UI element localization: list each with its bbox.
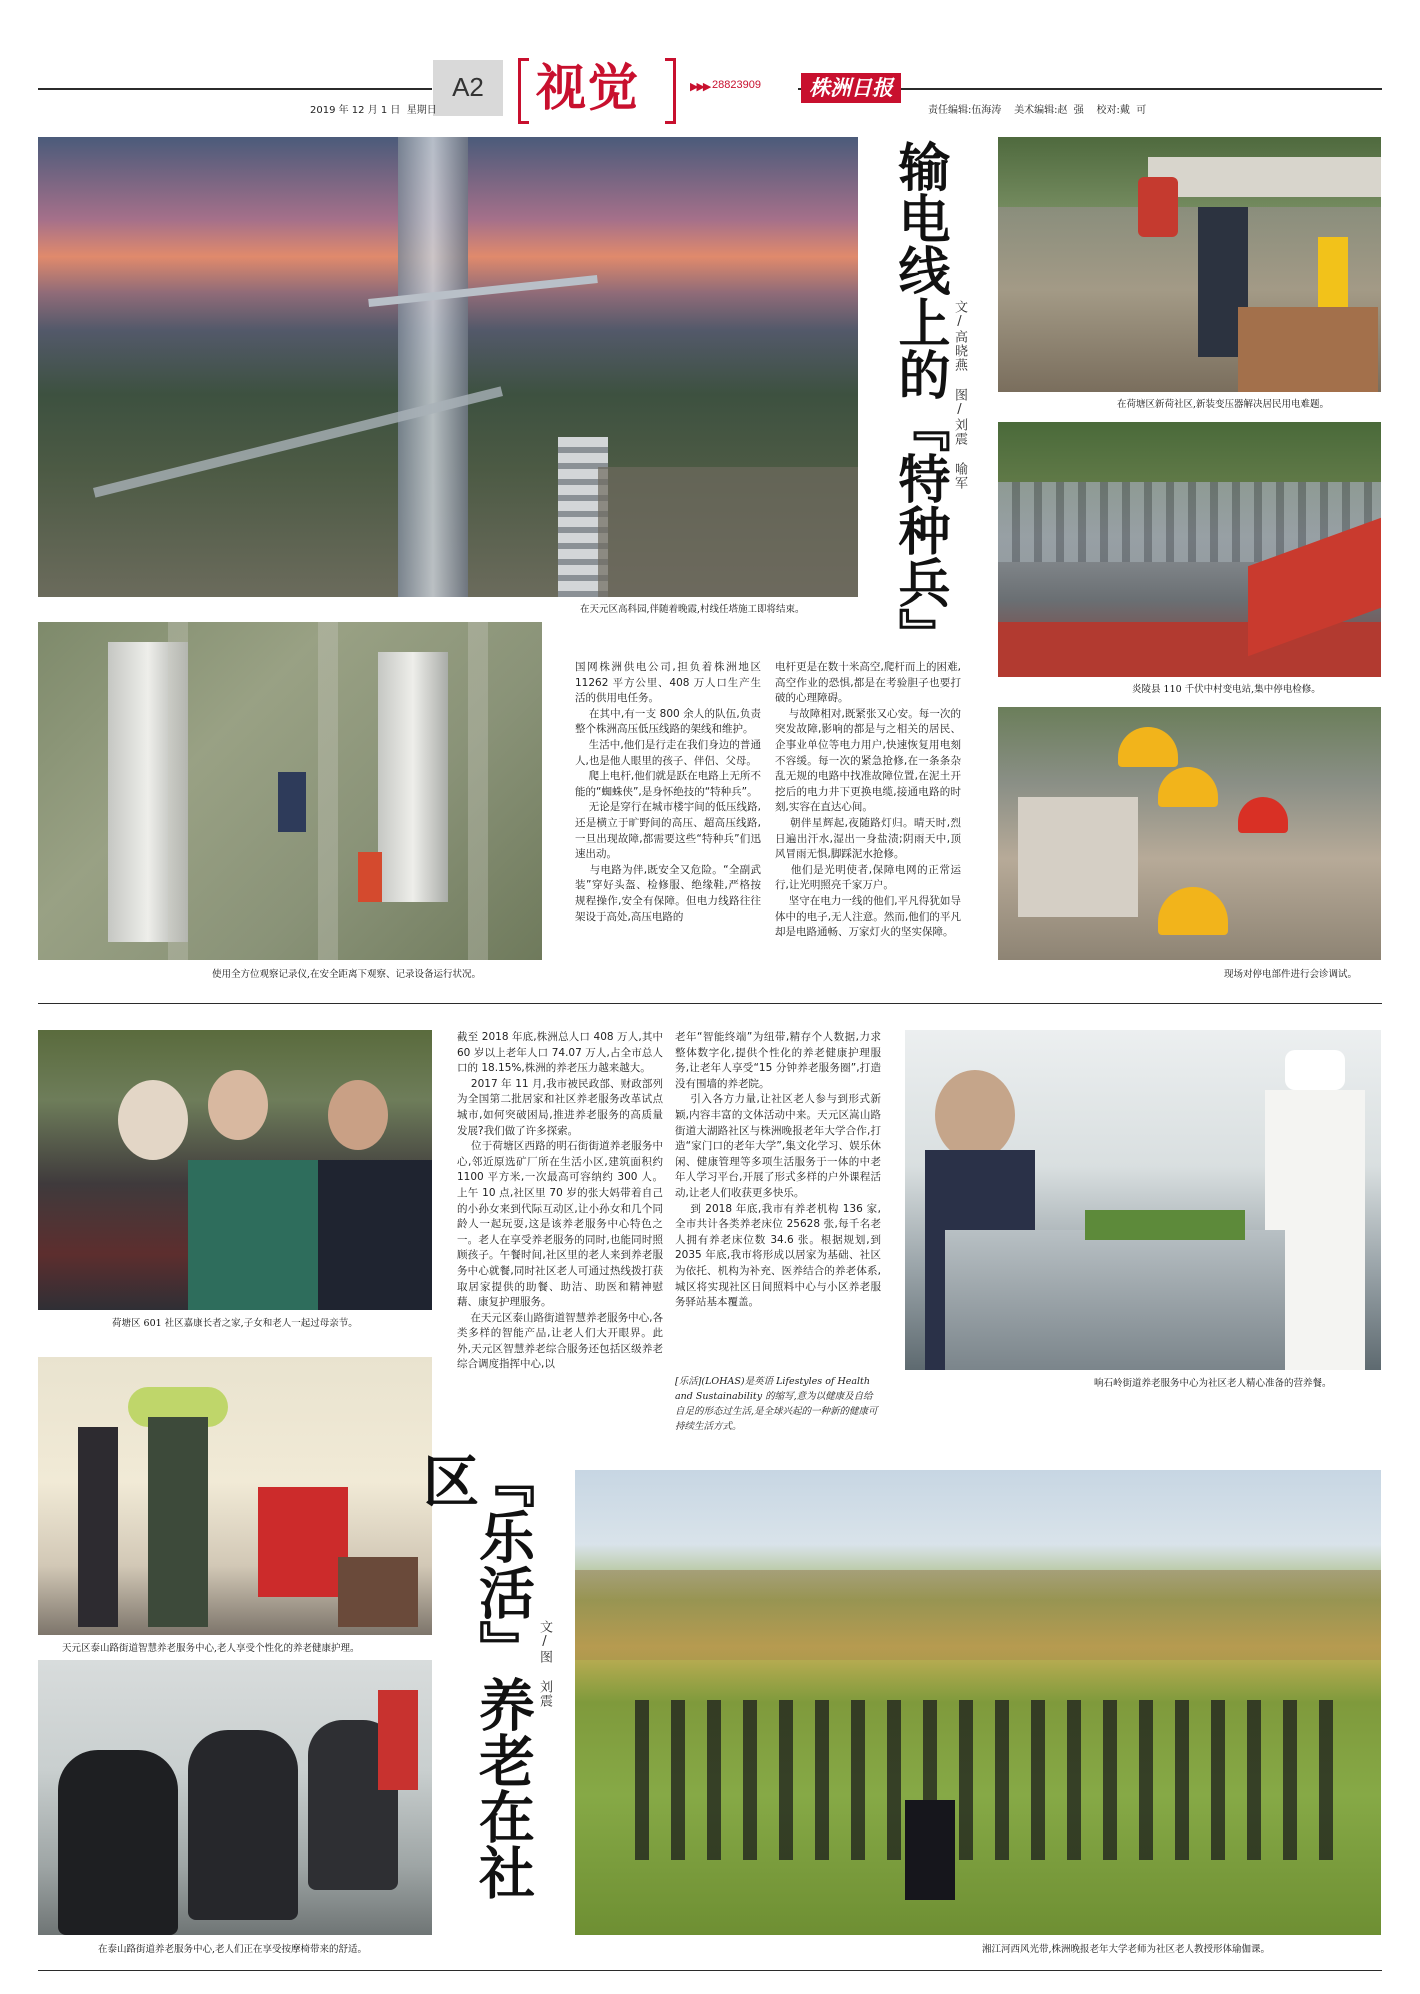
section-divider	[38, 1003, 1382, 1004]
story1-title: 输电线上的『特种兵』	[889, 140, 949, 660]
caption-tower-sunset: 在天元区高科园,伴随着晚霞,村线任塔施工即将结束。	[580, 604, 805, 615]
story1-body-col2: 电杆更是在数十米高空,爬杆而上的困难,高空作业的恐惧,都是在考验胆子也要打破的心理障碍。 与故障相对,既紧张又心安。每一次的突发故障,影响的都是与之相关的居民、企事业单位等电力用户,快速恢复用电刻不容缓。每一次的紧急抢修,在一条条杂乱无规的电路中找准故障位置,在泥土开挖后的电力井下更换电缆,接通电路的时刻,实容在直达心间。 朝伴星辉起,夜随路灯归。晴天时,烈日遍出汗水,湿出一身盐渍;阴雨天中,顶风冒雨无惧,脚踩泥水抢修。 他们是光明使者,保障电网的正常运行,让光明照亮千家万户。 坚守在电力一线的他们,平凡得犹如导体中的电子,无人注意。然而,他们的平凡却是电路通畅、万家灯火的坚实保障。	[775, 661, 961, 939]
story2-title: 『乐活』养老在社区	[414, 1452, 535, 1900]
caption-yoga-class: 湘江河西风光带,株洲晚报老年大学老师为社区老人教授形体瑜伽课。	[982, 1944, 1271, 1955]
story2-body-col2: 老年“智能终端”为纽带,精存个人数据,力求整体数字化,提供个性化的养老健康护理服务,让老年人享受“15 分钟养老服务圈”,打造没有围墙的养老院。 引入各方力量,让社区老人参与到形式新颖,内容丰富的文体活动中来。天元区嵩山路街道大湖路社区与株洲晚报老年大学合作,打造“家门口的老年大学”,集文化学习、娱乐休闲、健康管理等多项生活服务于一体的中老年人学习平台,开展了形式多样的户外课程活动,让老人们收获更多快乐。 到 2018 年底,我市有养老机构 136 家,全市共计各类养老床位 25628 张,每千名老人拥有养老床位数 34.6 张。根据规划,到 2035 年底,我市将形成以居家为基础、社区为依托、机构为补充、医养结合的养老体系,城区将实现社区日间照料中心与小区养老服务驿站基本覆盖。	[675, 1031, 881, 1309]
section-bracket-right	[665, 58, 676, 124]
photo-canteen-meal	[905, 1030, 1381, 1370]
photo-massage-care	[38, 1357, 432, 1635]
photo-aerial-inspection	[38, 622, 542, 960]
section-bracket-left	[518, 58, 529, 124]
lohas-note: [乐活](LOHAS)是英语 Lifestyles of Health and Sustainability 的缩写,意为以健康及自给自足的形态过生活,是全球兴起的一种新的健康可持续生活方式。	[675, 1376, 878, 1432]
story1-body-col1: 国网株洲供电公司,担负着株洲地区 11262 平方公里、408 万人口生产生活的供用电任务。 在其中,有一支 800 余人的队伍,负责整个株洲高压低压线路的架线和维护。 生活中,他们是行走在我们身边的普通人,也是他人眼里的孩子、伴侣、父母。 爬上电杆,他们就是跃在电路上无所不能的“蜘蛛侠”,是身怀绝技的“特种兵”。 无论是穿行在城市楼宇间的低压线路,还是横立于旷野间的高压、超高压线路,一旦出现故障,都需要这些“特种兵”们迅速出动。 与电路为伴,既安全又危险。“全副武装”穿好头盔、检修服、绝缘鞋,严格按规程操作,安全有保障。但电力线路往往架设于高处,高压电路的	[575, 661, 761, 923]
caption-canteen-meal: 响石岭街道养老服务中心为社区老人精心准备的营养餐。	[1094, 1378, 1332, 1389]
editors-line: 责任编辑:伍海涛 美术编辑:赵 强 校对:戴 可	[928, 105, 1147, 116]
newspaper-logo: 株洲日报	[801, 73, 901, 103]
section-title: 视觉	[536, 59, 640, 117]
hotline-number: 28823909	[712, 79, 761, 91]
caption-aerial-inspection: 使用全方位观察记录仪,在安全距离下观察、记录设备运行状况。	[212, 969, 482, 980]
caption-street-transformer: 在荷塘区新荷社区,新装变压器解决居民用电难题。	[1117, 399, 1330, 410]
masthead-rule-left	[38, 88, 432, 90]
story1-credit: 文/高晓燕 图/刘震 喻军	[952, 300, 967, 490]
story2-body-col1: 截至 2018 年底,株洲总人口 408 万人,其中 60 岁以上老年人口 74.07 万人,占全市总人口的 18.15%,株洲的养老压力越来越大。 2017 年 11 月,我市被民政部、财政部列为全国第二批居家和社区养老服务改革试点城市,如何突破困局,推进养老服务的高质量发展?我们做了许多探索。 位于荷塘区西路的明石街街道养老服务中心,邻近原选矿厂所在生活小区,建筑面积约 1100 平方米,一次最高可容纳约 300 人。上午 10 点,社区里 70 岁的张大妈带着自己的小孙女来到代际互动区,让小孙女和几个同龄人一起玩耍,这是该养老服务中心特色之一。老人在享受养老服务的同时,也能同时照顾孩子。午餐时间,社区里的老人来到养老服务中心就餐,同时社区老人可通过热线拨打获取居家提供的助餐、助洁、助医和精神慰藉、康复护理服务。 在天元区泰山路街道智慧养老服务中心,各类多样的智能产品,让老人们大开眼界。此外,天元区智慧养老综合服务还包括区级养老综合调度指挥中心,以	[457, 1031, 664, 1371]
caption-workers-debugging: 现场对停电部件进行会诊调试。	[1224, 969, 1358, 980]
bottom-rule	[38, 1970, 1382, 1971]
photo-birthday-celebration	[38, 1030, 432, 1310]
photo-workers-debugging	[998, 707, 1381, 960]
photo-tower-sunset	[38, 137, 858, 597]
caption-substation-maintenance: 炎陵县 110 千伏中村变电站,集中停电检修。	[1132, 684, 1321, 695]
issue-date: 2019 年 12 月 1 日 星期日	[310, 105, 437, 116]
caption-massage-chairs: 在泰山路街道养老服务中心,老人们正在享受按摩椅带来的舒适。	[98, 1944, 368, 1955]
story2-credit: 文/图 刘震	[537, 1620, 552, 1708]
photo-yoga-class	[575, 1470, 1381, 1935]
photo-substation-maintenance	[998, 422, 1381, 677]
caption-birthday-celebration: 荷塘区 601 社区嘉康长者之家,子女和老人一起过母亲节。	[112, 1318, 358, 1329]
photo-street-transformer	[998, 137, 1381, 392]
caption-massage-care: 天元区泰山路街道智慧养老服务中心,老人享受个性化的养老健康护理。	[62, 1643, 360, 1654]
phone-arrows-icon: ▶▶▶	[690, 80, 710, 93]
page-number: A2	[433, 60, 503, 116]
photo-massage-chairs	[38, 1660, 432, 1935]
